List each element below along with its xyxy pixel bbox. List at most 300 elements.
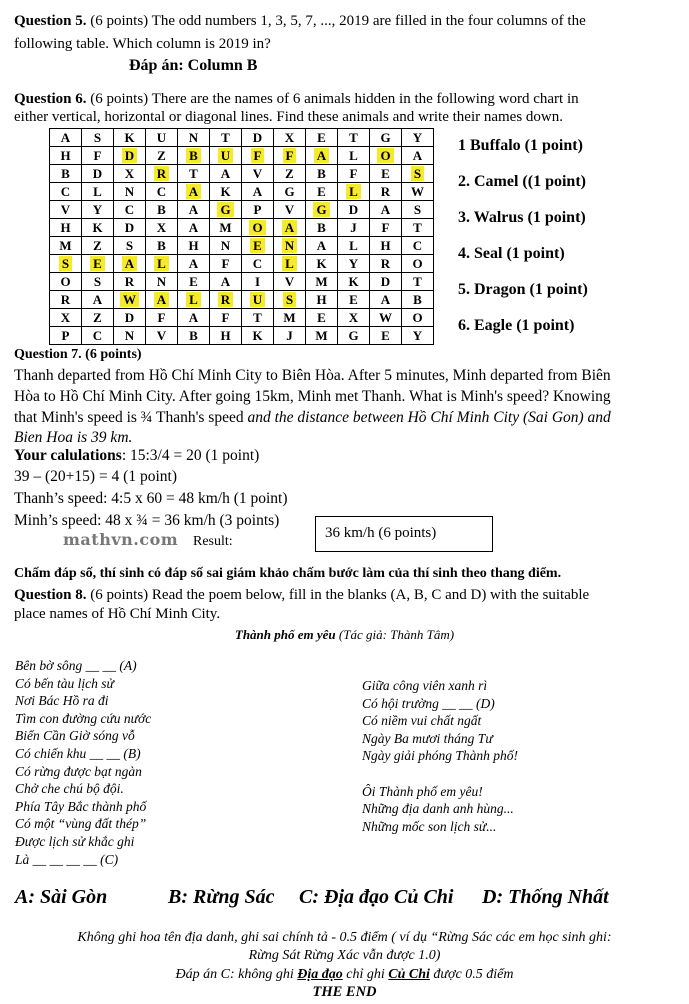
watermark-mathvn: mathvn.com xyxy=(63,530,179,549)
grid-cell xyxy=(210,147,242,165)
poem-title-line xyxy=(0,627,689,643)
grid-letter: Y xyxy=(412,328,423,343)
grid-cell xyxy=(50,273,82,291)
q6-answers xyxy=(458,136,588,352)
grid-letter: B xyxy=(186,148,201,163)
grid-letter: S xyxy=(411,166,424,181)
grid-cell xyxy=(50,291,82,309)
grid-cell xyxy=(210,201,242,219)
grid-cell xyxy=(82,273,114,291)
grid-cell xyxy=(82,147,114,165)
grid-cell xyxy=(274,273,306,291)
grid-cell xyxy=(50,237,82,255)
grid-cell xyxy=(338,273,370,291)
grid-cell xyxy=(338,183,370,201)
grid-cell xyxy=(338,129,370,147)
grid-letter: R xyxy=(380,184,391,199)
grid-cell xyxy=(242,273,274,291)
poem-line: Tìm con đường cứu nước xyxy=(15,710,152,726)
grid-letter: V xyxy=(284,274,295,289)
grid-letter: D xyxy=(348,202,359,217)
grid-letter: D xyxy=(380,274,391,289)
grid-letter: W xyxy=(120,292,139,307)
q7-line1: Thanh departed from Hồ Chí Minh City to Biên Hòa. After 5 minutes, Minh departed from Biên xyxy=(14,367,611,384)
grid-cell xyxy=(402,165,434,183)
grid-cell xyxy=(114,219,146,237)
grid-cell xyxy=(178,183,210,201)
q7-line3 xyxy=(14,408,611,427)
grid-letter: N xyxy=(188,130,199,145)
grid-cell xyxy=(338,327,370,345)
grid-letter: L xyxy=(346,184,361,199)
poem-line: Nơi Bác Hồ ra đi xyxy=(15,693,109,709)
calc1-text: : 15:3/4 = 20 (1 point) xyxy=(121,447,260,464)
grid-cell xyxy=(370,255,402,273)
grid-cell xyxy=(82,291,114,309)
grid-letter: A xyxy=(412,148,423,163)
grid-letter: L xyxy=(349,148,358,163)
grid-cell xyxy=(210,165,242,183)
grid-cell xyxy=(50,219,82,237)
grid-cell xyxy=(338,255,370,273)
grid-cell xyxy=(274,147,306,165)
grid-cell xyxy=(82,255,114,273)
grid-cell xyxy=(82,309,114,327)
grid-cell xyxy=(210,183,242,201)
grid-letter: F xyxy=(221,310,230,325)
the-end: THE END xyxy=(312,984,377,1000)
grid-cell xyxy=(370,147,402,165)
grid-cell xyxy=(178,147,210,165)
grid-letter: E xyxy=(349,292,358,307)
q7-line3-regular: that Minh's speed is ¾ Thanh's speed xyxy=(14,409,248,426)
grid-letter: G xyxy=(217,202,233,217)
grid-letter: R xyxy=(380,256,391,271)
grid-letter: T xyxy=(221,130,230,145)
poem-line: Có niềm vui chất ngất xyxy=(362,713,482,729)
grid-cell xyxy=(82,237,114,255)
grid-letter: E xyxy=(317,130,326,145)
grid-letter: E xyxy=(90,256,105,271)
poem-line: Có rừng được bạt ngàn xyxy=(15,763,142,779)
grid-letter: A xyxy=(188,310,199,325)
grid-letter: E xyxy=(189,274,198,289)
grid-letter: P xyxy=(253,202,262,217)
grid-letter: F xyxy=(251,148,265,163)
grid-letter: H xyxy=(316,292,327,307)
grid-letter: R xyxy=(60,292,71,307)
grid-letter: H xyxy=(60,148,71,163)
grid-cell xyxy=(306,165,338,183)
q5-text1: (6 points) The odd numbers 1, 3, 5, 7, ..., 2019 are filled in the four columns of the xyxy=(86,13,586,29)
grid-letter: N xyxy=(220,238,231,253)
grid-cell xyxy=(338,291,370,309)
grid-cell xyxy=(306,147,338,165)
grid-cell xyxy=(274,183,306,201)
grid-cell xyxy=(370,129,402,147)
grid-letter: E xyxy=(317,184,326,199)
grid-cell xyxy=(114,327,146,345)
grid-letter: D xyxy=(124,220,135,235)
grid-letter: G xyxy=(313,202,329,217)
q6-line1 xyxy=(14,90,579,109)
grid-letter: A xyxy=(282,220,297,235)
grid-letter: B xyxy=(317,166,326,181)
grid-letter: B xyxy=(157,238,166,253)
grid-cell xyxy=(114,237,146,255)
note3-dia-dao: Địa đạo xyxy=(297,967,343,982)
grid-letter: M xyxy=(283,310,296,325)
grid-letter: T xyxy=(349,130,358,145)
grid-letter: B xyxy=(317,220,326,235)
grid-cell xyxy=(338,201,370,219)
grid-cell xyxy=(50,327,82,345)
grid-letter: K xyxy=(316,256,327,271)
grid-letter: J xyxy=(286,328,293,343)
grid-letter: W xyxy=(379,310,392,325)
grid-letter: A xyxy=(186,184,201,199)
grid-row xyxy=(50,273,434,291)
grid-cell xyxy=(274,219,306,237)
grid-cell xyxy=(242,327,274,345)
answer-dragon: 5. Dragon (1 point) xyxy=(458,281,588,298)
grid-letter: J xyxy=(350,220,357,235)
grid-letter: C xyxy=(252,256,263,271)
grid-letter: B xyxy=(157,202,166,217)
grid-cell xyxy=(146,291,178,309)
grid-cell xyxy=(370,219,402,237)
q7-line3-italic: and the distance between Hồ Chí Minh City (Sai Gon) and xyxy=(247,409,611,426)
grid-letter: E xyxy=(381,328,390,343)
grid-cell xyxy=(306,237,338,255)
q7-label: Question 7. (6 points) xyxy=(14,347,142,362)
grid-cell xyxy=(402,255,434,273)
note-spelling-l2: Rừng Sát Rừng Xác vẫn được 1.0) xyxy=(248,948,441,963)
q6-line2: either vertical, horizontal or diagonal lines. Find these animals and write their names down. xyxy=(14,109,564,125)
grid-letter: C xyxy=(60,184,71,199)
grid-cell xyxy=(242,129,274,147)
grid-letter: K xyxy=(220,184,231,199)
poem-line: Có chiến khu __ __ (B) xyxy=(15,745,141,761)
q7-calc3: Thanh’s speed: 4:5 x 60 = 48 km/h (1 point) xyxy=(14,490,288,507)
grid-cell xyxy=(402,129,434,147)
grid-letter: N xyxy=(156,274,167,289)
grid-cell xyxy=(82,327,114,345)
grid-cell xyxy=(146,129,178,147)
answer-b: B: Rừng Sác xyxy=(168,886,275,908)
grid-letter: T xyxy=(253,310,262,325)
grid-cell xyxy=(178,255,210,273)
q8-label: Question 8. xyxy=(14,587,87,603)
grid-letter: T xyxy=(413,274,422,289)
grid-row xyxy=(50,255,434,273)
grid-letter: Y xyxy=(92,202,103,217)
grid-letter: O xyxy=(412,310,423,325)
answer-c: C: Địa đạo Củ Chi xyxy=(299,886,454,908)
grid-letter: U xyxy=(156,130,167,145)
grid-cell xyxy=(82,201,114,219)
grid-letter: U xyxy=(250,292,265,307)
grid-letter: E xyxy=(317,310,326,325)
answer-walrus: 3. Walrus (1 point) xyxy=(458,209,586,226)
result-value: 36 km/h (6 points) xyxy=(325,525,437,541)
note3-part-e: được 0.5 điểm xyxy=(429,967,514,982)
poem-line: Giữa công viên xanh rì xyxy=(362,678,488,693)
note3-cu-chi: Củ Chi xyxy=(388,967,430,982)
grid-row xyxy=(50,327,434,345)
grid-cell xyxy=(370,327,402,345)
grid-cell xyxy=(274,291,306,309)
note-grading: Chấm đáp số, thí sinh có đáp số sai giám khảo chấm bước làm của thí sinh theo thang điểm. xyxy=(14,566,562,581)
grid-cell xyxy=(402,273,434,291)
grid-cell xyxy=(274,327,306,345)
grid-cell xyxy=(242,309,274,327)
grid-letter: F xyxy=(221,256,230,271)
grid-letter: O xyxy=(60,274,71,289)
poem-line: Bên bờ sông __ __ (A) xyxy=(15,658,137,673)
q5-label: Question 5. xyxy=(14,13,87,29)
grid-letter: F xyxy=(93,148,102,163)
grid-letter: D xyxy=(122,148,137,163)
grid-letter: C xyxy=(124,202,135,217)
calc-label: Your calulations xyxy=(14,447,122,464)
grid-letter: K xyxy=(348,274,359,289)
grid-cell xyxy=(274,237,306,255)
grid-letter: F xyxy=(381,220,390,235)
grid-letter: A xyxy=(316,238,327,253)
grid-letter: N xyxy=(124,184,135,199)
answer-camel: 2. Camel ((1 point) xyxy=(458,173,586,190)
grid-letter: Y xyxy=(348,256,359,271)
grid-cell xyxy=(338,237,370,255)
q5-line1 xyxy=(14,12,586,31)
grid-cell xyxy=(178,327,210,345)
grid-letter: G xyxy=(284,184,295,199)
grid-letter: N xyxy=(282,238,297,253)
grid-cell xyxy=(114,183,146,201)
grid-cell xyxy=(370,165,402,183)
answer-buffalo: 1 Buffalo (1 point) xyxy=(458,137,583,154)
grid-cell xyxy=(178,129,210,147)
grid-cell xyxy=(210,309,242,327)
grid-letter: Z xyxy=(157,148,166,163)
grid-letter: C xyxy=(92,328,103,343)
grid-letter: X xyxy=(348,310,359,325)
grid-cell xyxy=(210,255,242,273)
q7-calc4: Minh’s speed: 48 x ¾ = 36 km/h (3 points) xyxy=(14,512,280,529)
grid-cell xyxy=(338,147,370,165)
grid-letter: O xyxy=(249,220,265,235)
grid-row xyxy=(50,309,434,327)
grid-letter: A xyxy=(380,202,391,217)
grid-cell xyxy=(50,147,82,165)
grid-letter: H xyxy=(60,220,71,235)
q7-calc1 xyxy=(14,446,259,465)
grid-row xyxy=(50,165,434,183)
grid-cell xyxy=(178,219,210,237)
grid-letter: O xyxy=(377,148,393,163)
grid-letter: L xyxy=(154,256,169,271)
note3-part-c: chỉ ghi xyxy=(342,967,389,982)
grid-letter: D xyxy=(92,166,103,181)
grid-letter: D xyxy=(124,310,135,325)
q5-answer: Đáp án: Column B xyxy=(129,57,258,74)
grid-cell xyxy=(114,255,146,273)
grid-cell xyxy=(50,201,82,219)
grid-letter: V xyxy=(60,202,71,217)
poem-line: Được lịch sử khắc ghi xyxy=(15,833,135,849)
grid-letter: X xyxy=(156,220,167,235)
grid-cell xyxy=(210,129,242,147)
grid-letter: U xyxy=(218,148,233,163)
grid-cell xyxy=(306,255,338,273)
grid-cell xyxy=(146,237,178,255)
q8-line1 xyxy=(14,586,589,605)
grid-cell xyxy=(306,201,338,219)
grid-cell xyxy=(50,255,82,273)
grid-cell xyxy=(114,129,146,147)
q8-text1: (6 points) Read the poem below, fill in the blanks (A, B, C and D) with the suitable xyxy=(86,587,590,603)
grid-letter: A xyxy=(220,166,231,181)
grid-letter: S xyxy=(125,238,134,253)
grid-cell xyxy=(242,291,274,309)
grid-cell xyxy=(178,309,210,327)
grid-letter: F xyxy=(157,310,166,325)
q5-line2: following table. Which column is 2019 in? xyxy=(14,36,271,52)
grid-letter: K xyxy=(252,328,263,343)
grid-letter: A xyxy=(122,256,137,271)
grid-letter: A xyxy=(188,256,199,271)
grid-cell xyxy=(402,327,434,345)
q6-text1: (6 points) There are the names of 6 animals hidden in the following word chart in xyxy=(86,91,579,107)
grid-cell xyxy=(274,165,306,183)
grid-letter: V xyxy=(252,166,263,181)
grid-cell xyxy=(82,129,114,147)
grid-letter: A xyxy=(252,184,263,199)
grid-cell xyxy=(50,183,82,201)
answer-d: D: Thống Nhất xyxy=(482,886,609,908)
grid-letter: H xyxy=(380,238,391,253)
grid-cell xyxy=(242,201,274,219)
grid-cell xyxy=(146,219,178,237)
grid-letter: A xyxy=(60,130,71,145)
q7-line2: Hòa to Hồ Chí Minh City. After going 15km, Minh met Thanh. What is Minh's speed? Knowing xyxy=(14,388,611,405)
grid-letter: H xyxy=(188,238,199,253)
grid-row xyxy=(50,219,434,237)
q8-line2: place names of Hồ Chí Minh City. xyxy=(14,606,221,622)
grid-cell xyxy=(178,165,210,183)
grid-letter: B xyxy=(189,328,198,343)
poem-line: Là __ __ __ __ (C) xyxy=(15,851,119,867)
grid-cell xyxy=(114,291,146,309)
grid-cell xyxy=(402,147,434,165)
grid-cell xyxy=(114,273,146,291)
grid-letter: O xyxy=(412,256,423,271)
grid-cell xyxy=(242,237,274,255)
grid-letter: F xyxy=(283,148,297,163)
note3-part-a: Đáp án C: không ghi xyxy=(175,967,298,982)
grid-row xyxy=(50,183,434,201)
grid-letter: G xyxy=(348,328,359,343)
grid-cell xyxy=(370,309,402,327)
grid-letter: Z xyxy=(285,166,294,181)
grid-cell xyxy=(82,219,114,237)
grid-letter: E xyxy=(381,166,390,181)
grid-cell xyxy=(306,183,338,201)
grid-cell xyxy=(402,183,434,201)
grid-cell xyxy=(178,291,210,309)
grid-cell xyxy=(306,219,338,237)
answer-a: A: Sài Gòn xyxy=(15,886,108,908)
grid-letter: Y xyxy=(412,130,423,145)
grid-letter: M xyxy=(315,328,328,343)
grid-letter: B xyxy=(61,166,70,181)
grid-letter: T xyxy=(189,166,198,181)
q6-label: Question 6. xyxy=(14,91,87,107)
poem-line: Có một “vùng đất thép” xyxy=(15,816,147,832)
poem-line: Những mốc son lịch sử... xyxy=(362,818,497,834)
grid-cell xyxy=(402,237,434,255)
grid-row xyxy=(50,237,434,255)
grid-row xyxy=(50,129,434,147)
grid-letter: T xyxy=(413,220,422,235)
poem-right-column xyxy=(362,677,518,835)
grid-letter: L xyxy=(349,238,358,253)
grid-letter: A xyxy=(314,148,329,163)
grid-cell xyxy=(274,129,306,147)
answer-seal: 4. Seal (1 point) xyxy=(458,245,565,262)
grid-letter: S xyxy=(283,292,296,307)
grid-letter: K xyxy=(124,130,135,145)
grid-letter: M xyxy=(219,220,232,235)
grid-letter: S xyxy=(413,202,422,217)
grid-cell xyxy=(306,273,338,291)
poem-line: Những địa danh anh hùng... xyxy=(362,801,514,817)
grid-cell xyxy=(306,327,338,345)
grid-cell xyxy=(50,165,82,183)
grid-cell xyxy=(274,309,306,327)
poem-line: Ôi Thành phố em yêu! xyxy=(362,783,483,799)
grid-row xyxy=(50,201,434,219)
poem-line: Ngày Ba mươi tháng Tư xyxy=(362,730,493,746)
poem-line: Ngày giải phóng Thành phố! xyxy=(362,748,519,764)
grid-letter: Z xyxy=(93,238,102,253)
grid-cell xyxy=(210,291,242,309)
grid-letter: X xyxy=(60,310,71,325)
poem-line xyxy=(362,765,518,783)
grid-letter: I xyxy=(254,274,261,289)
grid-cell xyxy=(82,183,114,201)
grid-letter: D xyxy=(252,130,263,145)
grid-letter: S xyxy=(59,256,72,271)
grid-letter: N xyxy=(124,328,135,343)
grid-cell xyxy=(146,309,178,327)
grid-letter: M xyxy=(315,274,328,289)
grid-letter: Z xyxy=(93,310,102,325)
grid-cell xyxy=(82,165,114,183)
grid-cell xyxy=(114,165,146,183)
grid-cell xyxy=(242,219,274,237)
grid-letter: A xyxy=(188,202,199,217)
grid-row xyxy=(50,147,434,165)
grid-letter: V xyxy=(284,202,295,217)
grid-cell xyxy=(178,201,210,219)
grid-cell xyxy=(274,255,306,273)
grid-cell xyxy=(402,219,434,237)
grid-cell xyxy=(242,147,274,165)
grid-letter: W xyxy=(411,184,424,199)
grid-letter: G xyxy=(380,130,391,145)
